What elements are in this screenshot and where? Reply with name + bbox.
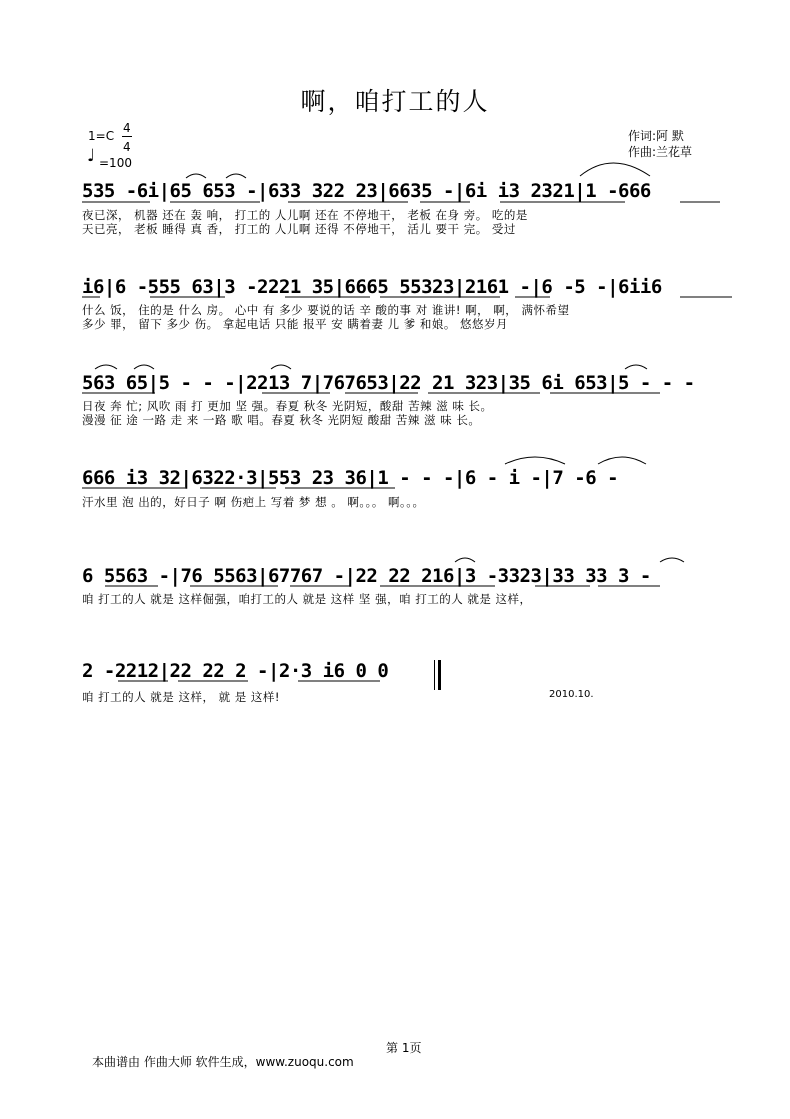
system-2-notes: i6|6 -555 63|3 -2221 35|6665 55323|2161 -|6 -5 -|6ii6 xyxy=(82,276,662,298)
slur-arc xyxy=(455,558,475,562)
footer-credit: 本曲谱由 作曲大师 软件生成，www.zuoqu.com xyxy=(92,1055,354,1069)
slur-arc xyxy=(186,174,206,178)
system-3-lyrics-verse-1: 日夜 奔 忙; 风吹 雨 打 更加 坚 强。春夏 秋冬 光阴短，酸甜 苦辣 滋 味 长。 xyxy=(82,399,493,413)
slur-arc xyxy=(271,365,291,369)
quarter-note-icon: ♩ xyxy=(87,146,96,166)
key-signature: 1=C xyxy=(88,129,115,143)
slur-arc xyxy=(660,558,684,562)
slur-arc xyxy=(226,174,246,178)
beam-underlines xyxy=(82,202,732,681)
system-3-notes: 563 65|5 - - -|2213 7|767653|22 21 323|35 6i 653|5 - - - xyxy=(82,372,695,394)
system-5-notes: 6 5563 -|76 5563|67767 -|22 22 216|3 -3323|33 33 3 - xyxy=(82,565,651,587)
slur-arc xyxy=(598,457,646,464)
page-number: 第 1页 xyxy=(386,1041,422,1055)
composer: 作曲:兰花草 xyxy=(628,145,693,159)
lyricist: 作词:阿 默 xyxy=(628,129,684,143)
tempo-marking: =100 xyxy=(99,156,132,170)
system-4-lyrics: 汗水里 泡 出的，好日子 啊 伤疤上 写着 梦 想 。 啊。。。 啊。。。 xyxy=(82,495,425,509)
system-1-lyrics-verse-1: 夜已深， 机器 还在 轰 响， 打工的 人儿啊 还在 不停地干， 老板 在身 旁。 吃的是 xyxy=(82,208,528,222)
slur-arc xyxy=(580,163,650,176)
page-title: 啊，咱打工的人 xyxy=(300,87,490,116)
time-signature-top: 4 xyxy=(123,121,131,135)
system-4-notes: 666 i3 32|6322·3|553 23 36|1 - - -|6 - i -|7 -6 - xyxy=(82,467,619,489)
slur-arc xyxy=(134,365,154,369)
slur-arc xyxy=(95,365,117,369)
slur-arc xyxy=(625,365,647,369)
slur-arc xyxy=(505,457,565,464)
system-2-lyrics-verse-2: 多少 罪， 留下 多少 伤。 拿起电话 只能 报平 安 瞒着妻 儿 爹 和娘。 悠悠岁月 xyxy=(82,317,509,331)
system-1-lyrics-verse-2: 天已亮， 老板 睡得 真 香， 打工的 人儿啊 还得 不停地干， 活儿 要干 完。 受过 xyxy=(82,222,516,236)
system-3-lyrics-verse-2: 漫漫 征 途 一路 走 来 一路 歌 唱。春夏 秋冬 光阴短 酸甜 苦辣 滋 味 长。 xyxy=(82,413,481,427)
time-signature-bottom: 4 xyxy=(123,140,131,154)
system-6-notes: 2 -2212|22 22 2 -|2·3 i6 0 0 xyxy=(82,660,389,682)
system-5-lyrics: 咱 打工的人 就是 这样倔强，咱打工的人 就是 这样 坚 强，咱 打工的人 就是 这样， xyxy=(82,592,532,606)
system-1-notes: 535 -6i|65 653 -|633 322 23|6635 -|6i i3 2321|1 -666 xyxy=(82,180,651,202)
system-2-lyrics-verse-1: 什么 饭， 住的是 什么 房。 心中 有 多少 要说的话 辛 酸的事 对 谁讲! 啊， 啊， 满怀希望 xyxy=(82,303,570,317)
system-6-lyrics: 咱 打工的人 就是 这样， 就 是 这样! xyxy=(82,690,281,704)
date-note: 2010.10. xyxy=(549,689,594,700)
